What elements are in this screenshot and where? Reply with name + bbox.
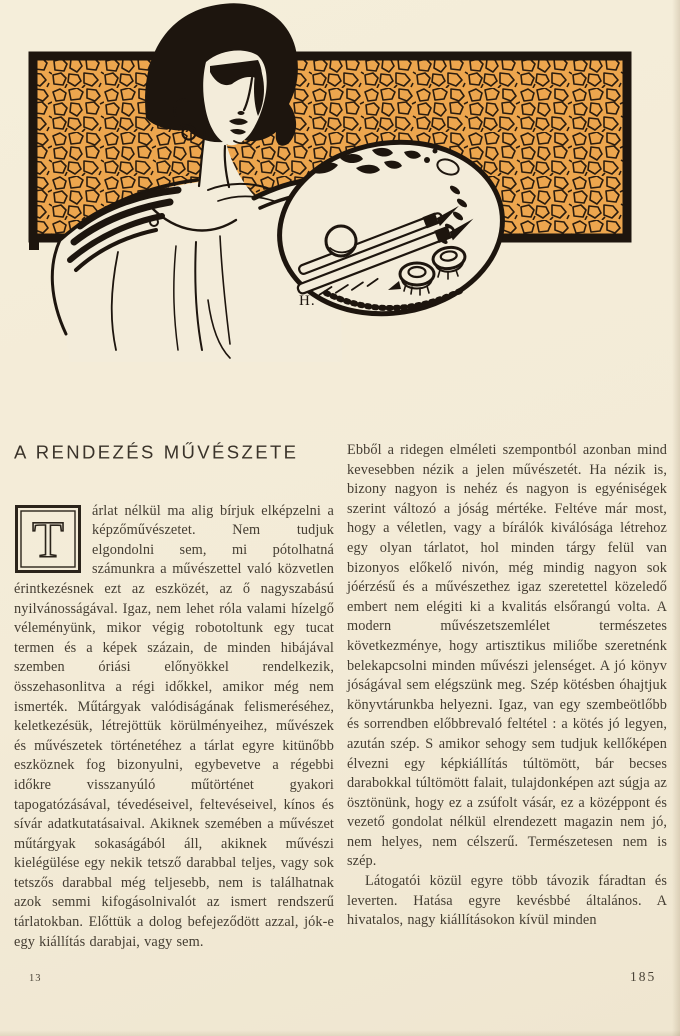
drop-cap-frame [15,505,81,573]
scan-edge-shadow-right [672,0,680,1036]
right-column [347,441,667,952]
scan-edge-shadow-bottom [0,1030,680,1036]
page-number-left: 13 [29,973,42,984]
article-body [14,441,668,952]
right-column-paragraph-1: Ebből a ridegen elméleti szempontból azonban mind kevesebben nézik a jelen művészetét. Ha nézik is, bizony nagyon is nehéz és nagyon is egyéniségek szerint változó a jóság mértéke. Feltéve már most, hogy a véletlen, vagy a bírálók kiválósága létrehoz egy olyan tárlatot, hol minden tárgy felül van bizonyos előkelő nivón, még mindig nagyon sok jóérzésű és a művészethez igaz szeretettel közeledő embert nem elégiti ki a kvalitás elsőrangú volta. A modern művészetszemlélet természetes következménye, hogy artisztikus miliőbe szeretnénk belekapcsolni minden művészi jelenséget. A jó könyv jóságával sem elégszünk meg. Szép kötésben óhajtjuk könyvtárunkba helyezni. Igaz, van egy szembeötlőbb és sorrendben előbbrevaló feltétel : a kötés jó legyen, azután szép. S amikor sehogy sem tudjuk kellőképen élvezni egy képkiállítás túltömött, bár becses darabokkal túltömött falait, tulajdonképen azt súgja az ösztönünk, hogy ez a zsúfolt vásár, ez a középpont és vezető gondolat nélkül elrendezett magazin nem jó, nem helyes, nem célszerű. Természetesen nem is szép. [347,442,667,870]
svg-text:T: T [32,511,64,568]
left-column [14,441,334,952]
left-column-paragraph: árlat nélkül ma alig bírjuk elképzelni a képzőművészetet. Nem tudjuk elgondolni sem, mi pótolhatná számunkra a művészettel való közvetlen érintkezésnek ezt az eszközét, az ő nagyszabású nyilvánosságával. Igaz, nem lehet róla valami hízelgő véleményünk, mikor végig robotoltunk egy tucat termen és a képek százain, de minden hibájával szemben óriási előnyökkel rendelkezik, összehasonlitva a régi időkkel, amikor még nem ismerték. Műtárgyak valódiságának felismeréséhez, keletkezésük, létrejöttük körülményeihez, művészek és művészetek történetéhez a tárlat egyre kitünőbb eszköznek fog bizonyulni, egybevetve a régebbi időkre visszanyúló műtörténet gyakori tapogatózásával, tévedéseivel, feltevéseivel, kínos és sívár adatkutatásaival. Akiknek szemében a művészet műtárgyak sokaságából áll, akiknek művészi kielégülése egy nekik tetsző darabbal teljes, vagy sok tetszős darabbal még teljesebb, nem is találhatnak azok semmi kifogásolnivalót az ismert rendszerű tárlatokban. Előttük a dolog befejeződött azzal, jók-e egy kiállítás darabjai, vagy sem. [14,502,334,950]
article-heading: A RENDEZÉS MŰVÉSZETE [14,440,299,463]
artist-signature: H. [299,293,316,309]
page-number-right: 185 [630,969,657,984]
headpiece-illustration [0,0,680,372]
right-column-paragraph-2: Látogatói közül egyre több távozik fáradtan és leverten. Hatása egyre kevésbbé általános. A hivatalos, nagy kiállításokon kívül minden [347,873,667,929]
drop-cap-letter [20,510,76,568]
